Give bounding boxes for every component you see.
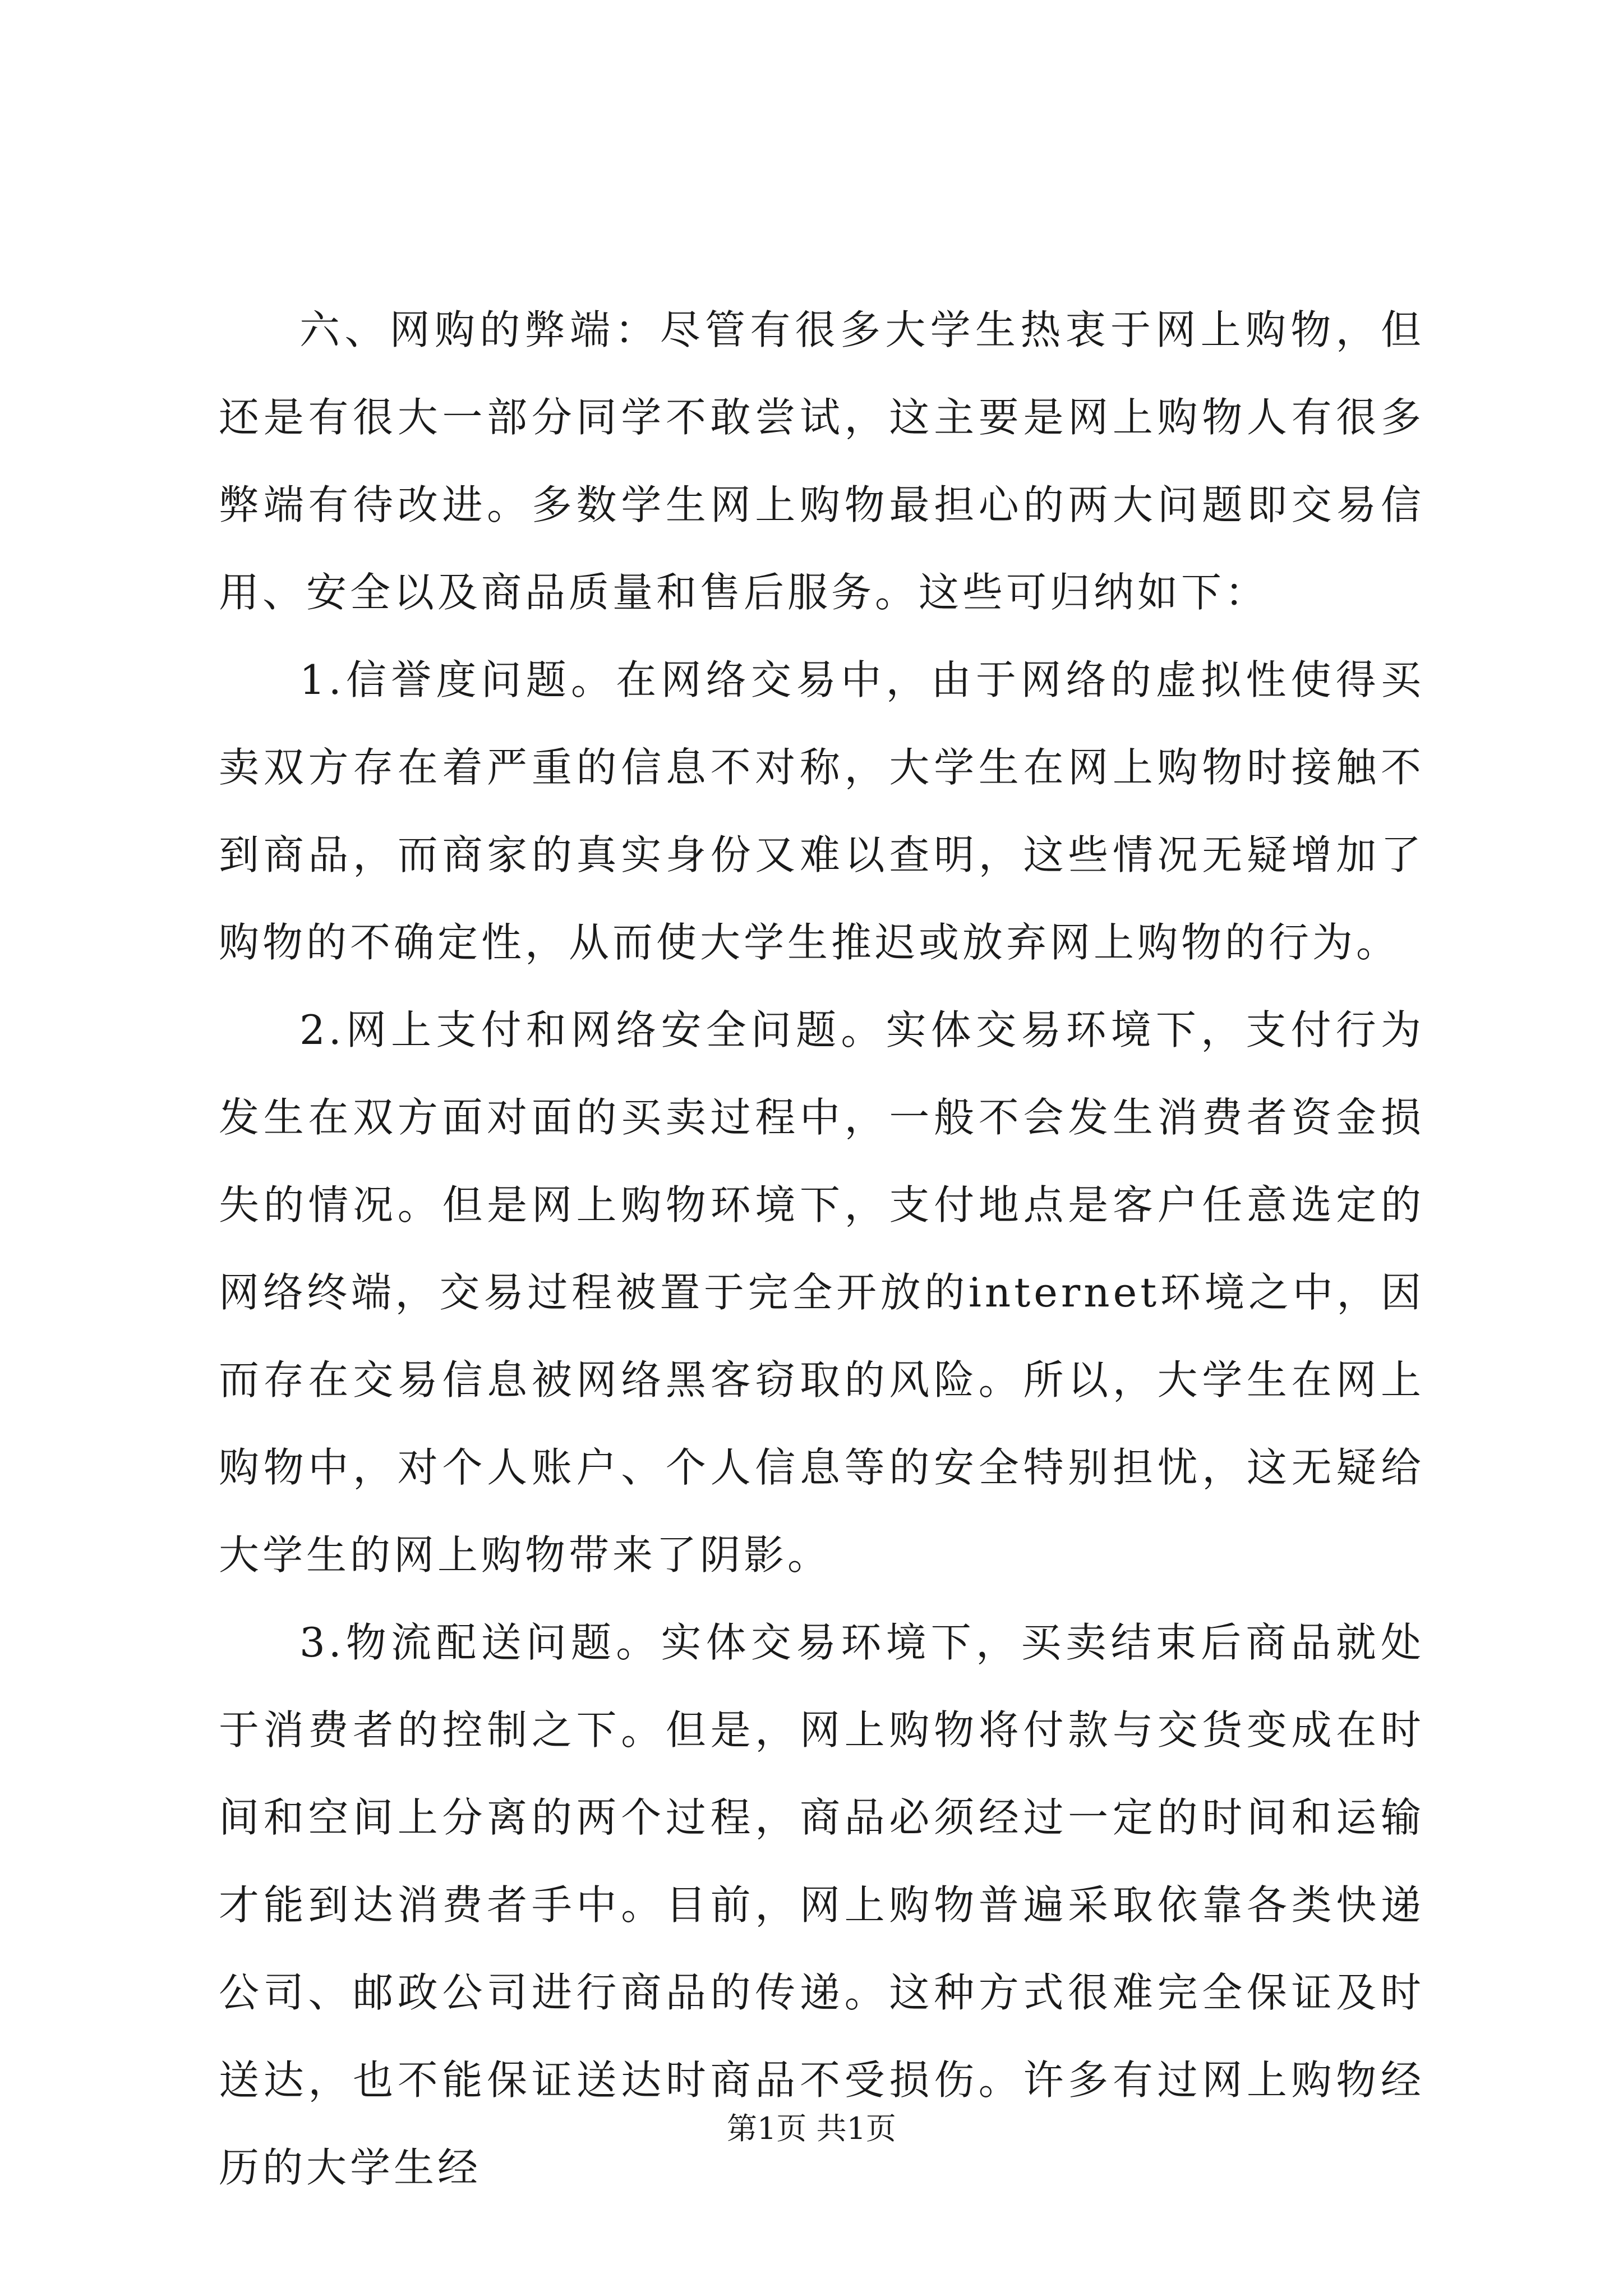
page-footer: 第1页 共1页 <box>727 2111 896 2146</box>
paragraph-logistics: 3.物流配送问题。实体交易环境下，买卖结束后商品就处于消费者的控制之下。但是，网上购物将付款与交货变成在时间和空间上分离的两个过程，商品必须经过一定的时间和运输才能到达消费者手中。目前，网上购物普遍采取依靠各类快递公司、邮政公司进行商品的传递。这种方式很难完全保证及时送达，也不能保证送达时商品不受损伤。许多有过网上购物经历的大学生经 <box>219 1619 1424 2191</box>
body-text <box>219 286 1424 2211</box>
paragraph-disadvantages-intro: 六、网购的弊端：尽管有很多大学生热衷于网上购物，但还是有很大一部分同学不敢尝试，这主要是网上购物人有很多弊端有待改进。多数学生网上购物最担心的两大问题即交易信用、安全以及商品质量和售后服务。这些可归纳如下： <box>219 306 1424 616</box>
paragraph-payment-security: 2.网上支付和网络安全问题。实体交易环境下，支付行为发生在双方面对面的买卖过程中，一般不会发生消费者资金损失的情况。但是网上购物环境下，支付地点是客户任意选定的网络终端，交易过程被置于完全开放的internet环境之中，因而存在交易信息被网络黑客窃取的风险。所以，大学生在网上购物中，对个人账户、个人信息等的安全特别担忧，这无疑给大学生的网上购物带来了阴影。 <box>219 1006 1424 1579</box>
paragraph-credibility: 1.信誉度问题。在网络交易中，由于网络的虚拟性使得买卖双方存在着严重的信息不对称，大学生在网上购物时接触不到商品，而商家的真实身份又难以查明，这些情况无疑增加了购物的不确定性，从而使大学生推迟或放弃网上购物的行为。 <box>219 656 1424 966</box>
